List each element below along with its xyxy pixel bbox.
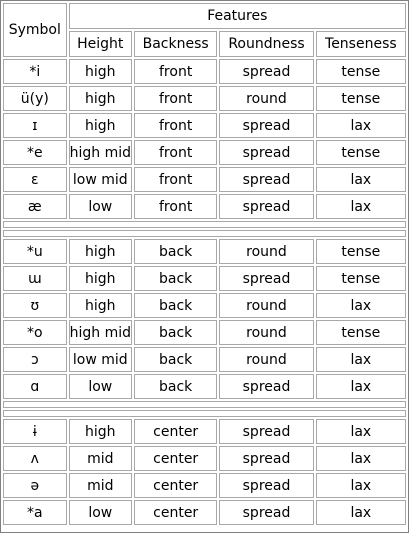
header-roundness: Roundness xyxy=(219,31,313,57)
backness-cell: center xyxy=(134,473,217,498)
symbol-cell: ü(y) xyxy=(3,86,67,111)
tenseness-cell: lax xyxy=(316,446,406,471)
backness-cell: back xyxy=(134,320,217,345)
table-row xyxy=(3,266,406,291)
roundness-cell: round xyxy=(219,86,313,111)
symbol-cell: ɑ xyxy=(3,374,67,399)
height-cell: low mid xyxy=(69,167,132,192)
table-body xyxy=(3,59,406,525)
backness-cell: back xyxy=(134,266,217,291)
header-backness: Backness xyxy=(134,31,217,57)
table-row xyxy=(3,59,406,84)
group-separator xyxy=(3,230,406,237)
backness-cell: front xyxy=(134,194,217,219)
symbol-cell: ʊ xyxy=(3,293,67,318)
roundness-cell: spread xyxy=(219,113,313,138)
height-cell: high xyxy=(69,86,132,111)
roundness-cell: round xyxy=(219,293,313,318)
table-row xyxy=(3,320,406,345)
symbol-cell: *e xyxy=(3,140,67,165)
symbol-cell: ɪ xyxy=(3,113,67,138)
backness-cell: front xyxy=(134,59,217,84)
table-row xyxy=(3,140,406,165)
roundness-cell: round xyxy=(219,239,313,264)
tenseness-cell: lax xyxy=(316,293,406,318)
tenseness-cell: tense xyxy=(316,266,406,291)
symbol-cell: ə xyxy=(3,473,67,498)
header-features: Features xyxy=(69,3,406,29)
roundness-cell: spread xyxy=(219,194,313,219)
roundness-cell: spread xyxy=(219,374,313,399)
separator-cell xyxy=(3,401,406,408)
backness-cell: front xyxy=(134,113,217,138)
table-row xyxy=(3,113,406,138)
separator-cell xyxy=(3,230,406,237)
header-symbol: Symbol xyxy=(3,3,67,57)
symbol-cell: ɛ xyxy=(3,167,67,192)
tenseness-cell: lax xyxy=(316,374,406,399)
tenseness-cell: lax xyxy=(316,167,406,192)
backness-cell: back xyxy=(134,239,217,264)
tenseness-cell: lax xyxy=(316,500,406,525)
symbol-cell: *i xyxy=(3,59,67,84)
roundness-cell: spread xyxy=(219,500,313,525)
table-row xyxy=(3,167,406,192)
roundness-cell: round xyxy=(219,347,313,372)
height-cell: high xyxy=(69,266,132,291)
backness-cell: center xyxy=(134,500,217,525)
backness-cell: center xyxy=(134,446,217,471)
table-row xyxy=(3,419,406,444)
table-row xyxy=(3,500,406,525)
height-cell: high xyxy=(69,59,132,84)
height-cell: mid xyxy=(69,473,132,498)
height-cell: high mid xyxy=(69,140,132,165)
backness-cell: front xyxy=(134,140,217,165)
tenseness-cell: tense xyxy=(316,320,406,345)
table-row xyxy=(3,239,406,264)
header-height: Height xyxy=(69,31,132,57)
height-cell: high xyxy=(69,113,132,138)
backness-cell: front xyxy=(134,167,217,192)
height-cell: high xyxy=(69,293,132,318)
height-cell: high xyxy=(69,239,132,264)
height-cell: high mid xyxy=(69,320,132,345)
table-row xyxy=(3,194,406,219)
tenseness-cell: tense xyxy=(316,239,406,264)
backness-cell: center xyxy=(134,419,217,444)
symbol-cell: *u xyxy=(3,239,67,264)
separator-cell xyxy=(3,221,406,228)
symbol-cell: ɯ xyxy=(3,266,67,291)
vowel-features-table xyxy=(1,1,408,527)
tenseness-cell: lax xyxy=(316,419,406,444)
group-separator xyxy=(3,221,406,228)
symbol-cell: ɔ xyxy=(3,347,67,372)
tenseness-cell: lax xyxy=(316,113,406,138)
symbol-cell: *a xyxy=(3,500,67,525)
roundness-cell: spread xyxy=(219,59,313,84)
table-header xyxy=(3,3,406,57)
backness-cell: back xyxy=(134,347,217,372)
tenseness-cell: tense xyxy=(316,140,406,165)
roundness-cell: round xyxy=(219,320,313,345)
height-cell: mid xyxy=(69,446,132,471)
tenseness-cell: lax xyxy=(316,473,406,498)
backness-cell: back xyxy=(134,374,217,399)
tenseness-cell: tense xyxy=(316,86,406,111)
roundness-cell: spread xyxy=(219,167,313,192)
roundness-cell: spread xyxy=(219,140,313,165)
group-separator xyxy=(3,401,406,408)
table-row xyxy=(3,473,406,498)
height-cell: low xyxy=(69,500,132,525)
table-row xyxy=(3,293,406,318)
roundness-cell: spread xyxy=(219,419,313,444)
backness-cell: back xyxy=(134,293,217,318)
symbol-cell: ʌ xyxy=(3,446,67,471)
table-row xyxy=(3,374,406,399)
tenseness-cell: tense xyxy=(316,59,406,84)
backness-cell: front xyxy=(134,86,217,111)
roundness-cell: spread xyxy=(219,473,313,498)
height-cell: low mid xyxy=(69,347,132,372)
symbol-cell: *o xyxy=(3,320,67,345)
height-cell: low xyxy=(69,374,132,399)
symbol-cell: ɨ xyxy=(3,419,67,444)
group-separator xyxy=(3,410,406,417)
separator-cell xyxy=(3,410,406,417)
table-row xyxy=(3,446,406,471)
roundness-cell: spread xyxy=(219,446,313,471)
header-tenseness: Tenseness xyxy=(316,31,406,57)
height-cell: high xyxy=(69,419,132,444)
tenseness-cell: lax xyxy=(316,194,406,219)
height-cell: low xyxy=(69,194,132,219)
table-row xyxy=(3,347,406,372)
roundness-cell: spread xyxy=(219,266,313,291)
table-row xyxy=(3,86,406,111)
tenseness-cell: lax xyxy=(316,347,406,372)
symbol-cell: æ xyxy=(3,194,67,219)
